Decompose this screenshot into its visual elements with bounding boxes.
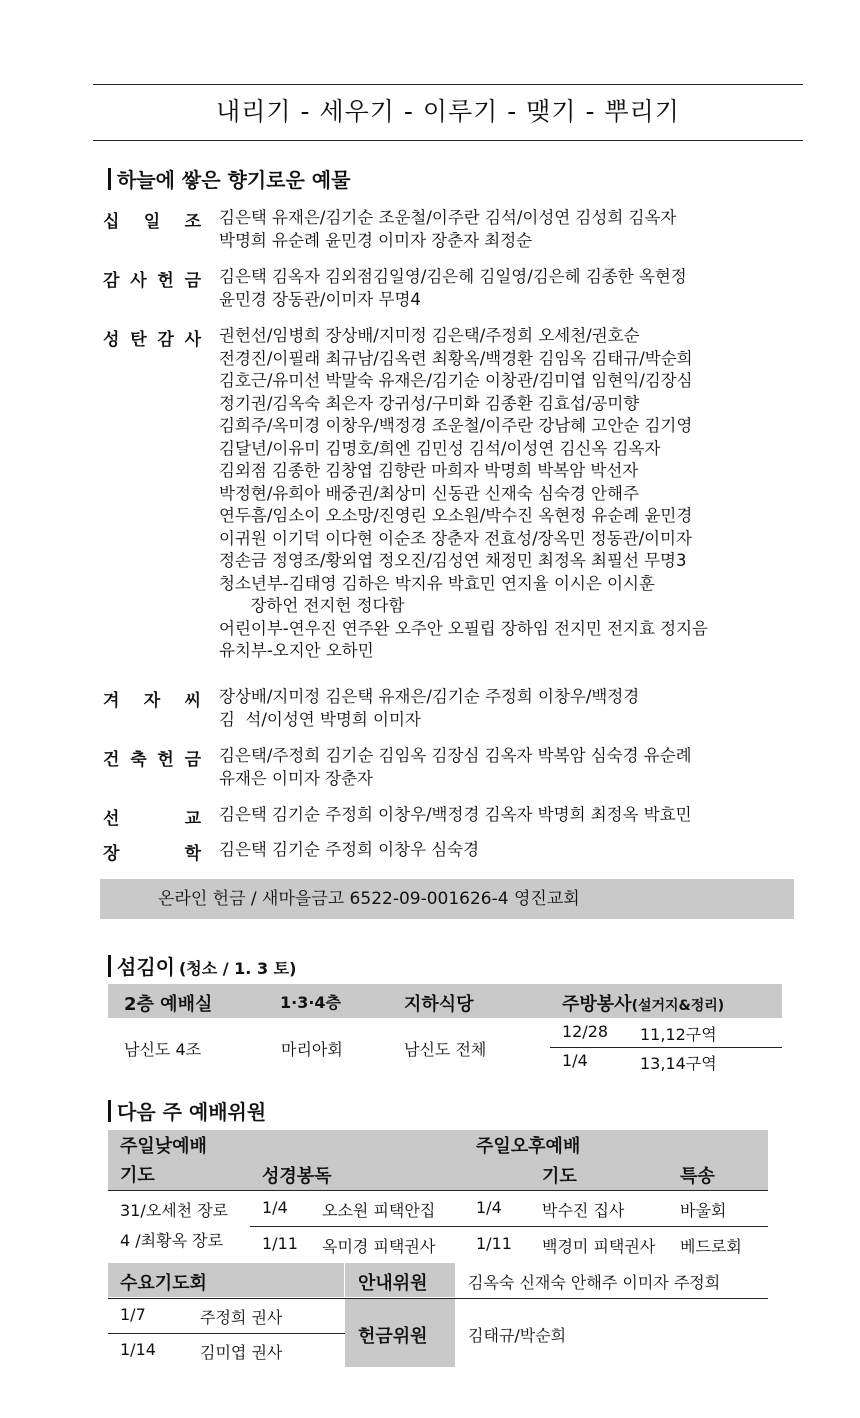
offering-section-title: 하늘에 쌓은 향기로운 예물 <box>108 164 350 193</box>
offering-name-line: 전경진/이필래 최규남/김옥련 최황옥/백경환 김임옥 김태규/박순희 <box>219 348 693 368</box>
wednesday-name-2: 김미엽 권사 <box>200 1343 283 1362</box>
motto: 내리기 - 세우기 - 이루기 - 맺기 - 뿌리기 <box>216 97 680 126</box>
offering-label <box>103 686 201 711</box>
offering-name-line: 장하언 전지헌 정다함 <box>219 596 405 615</box>
offering-label-char: 장 <box>103 844 120 864</box>
offering-name-line: 김달년/이유미 김명호/희엔 김민성 김석/이성연 김신옥 김옥자 <box>219 438 661 458</box>
section-bar <box>108 168 111 190</box>
offering-label-char: 헌 <box>157 750 174 770</box>
offering-name-line: 김호근/유미선 박말숙 유재은/김기순 이창관/김미엽 임현익/김장심 <box>219 371 693 390</box>
service-header-kitchen: 주방봉사(설거지&정리) <box>562 994 725 1015</box>
offering-label <box>103 266 201 291</box>
offering-names <box>219 686 639 731</box>
offering-label <box>103 325 201 350</box>
reader-2: 옥미경 피택권사 <box>322 1237 436 1256</box>
offering-label-char: 학 <box>184 844 201 864</box>
next-week-header-rule <box>108 1190 768 1191</box>
offering-name-line: 박명희 유순례 윤민경 이미자 장춘자 최정순 <box>219 230 533 250</box>
col-prayer2-header: 기도 <box>542 1166 577 1187</box>
next-week-header-bar <box>108 1130 768 1190</box>
afternoon-prayer-1: 박수진 집사 <box>542 1201 625 1220</box>
offering-name-line: 박정현/유희아 배중권/최상미 신동관 신재숙 심숙경 안해주 <box>219 483 639 503</box>
wednesday-name-1: 주정희 권사 <box>200 1308 283 1327</box>
offering-names <box>219 839 479 862</box>
offering-name-line: 김은택 김기순 주정희 이창우 심숙경 <box>219 840 480 859</box>
service-header-134f: 1·3·4층 <box>280 993 342 1012</box>
offering-name-line: 김은택 김기순 주정희 이창우/백정경 김옥자 박명희 최정옥 박효민 <box>219 805 692 824</box>
offering-label-char: 헌 <box>157 271 174 291</box>
offering-name-line: 정손금 정영조/황외엽 정오진/김성연 채정민 최정옥 최필선 무명3 <box>219 551 687 570</box>
offering-label <box>103 745 201 770</box>
offering-name-line: 김은택 김옥자 김외점김일영/김은헤 김일영/김은헤 김종한 옥현정 <box>219 267 687 286</box>
offering-label-char: 탄 <box>130 330 147 350</box>
reader-1: 오소원 피택안집 <box>322 1201 436 1220</box>
kitchen-date-1: 12/28 <box>562 1022 609 1041</box>
reading-date-1: 1/4 <box>262 1198 288 1217</box>
offering-name-line: 어린이부-연우진 연주완 오주안 오필립 장하임 전지민 전지효 정지음 <box>219 618 708 638</box>
kitchen-area-2: 13,14구역 <box>640 1054 717 1073</box>
col-special-header: 특송 <box>680 1166 715 1187</box>
service-header-basement: 지하식당 <box>404 994 474 1015</box>
offering-label-char: 선 <box>103 809 120 829</box>
online-giving-banner: 온라인 헌금 / 새마을금고 6522-09-001626-4 영진교회 <box>100 879 794 919</box>
offering-name-line: 연두흠/임소이 오소망/진영린 오소원/박수진 옥현정 유순례 윤민경 <box>219 506 693 525</box>
offering-label-char: 성 <box>103 330 120 350</box>
afternoon-date-1: 1/4 <box>476 1198 502 1217</box>
kitchen-area-1: 11,12구역 <box>640 1025 717 1044</box>
motto-bottom-rule <box>93 140 803 141</box>
offering-label-char: 십 <box>103 212 120 232</box>
next-week-row-rule <box>250 1226 768 1227</box>
special-2: 베드로회 <box>680 1237 742 1256</box>
offering-names <box>219 804 692 827</box>
offering-committee-names: 김태규/박순희 <box>468 1326 567 1345</box>
offering-label <box>103 804 201 829</box>
wednesday-date-2: 1/14 <box>120 1340 156 1359</box>
col-prayer-header: 기도 <box>120 1165 155 1186</box>
offering-label-char: 축 <box>130 750 147 770</box>
service-value-2f: 남신도 4조 <box>124 1040 202 1059</box>
next-week-section-title: 다음 주 예배위원 <box>108 1096 266 1125</box>
offering-label-char: 감 <box>157 330 174 350</box>
offering-label-char: 금 <box>184 271 201 291</box>
offering-name-line: 김은택/주정희 김기순 김임옥 김장심 김옥자 박복암 심숙경 유순례 <box>219 746 692 765</box>
offering-names <box>219 745 692 790</box>
offering-name-line: 정기권/김옥숙 최은자 강귀성/구미화 김종환 김효섭/공미향 <box>219 393 640 413</box>
offering-label-char: 금 <box>184 750 201 770</box>
offering-name-line: 김외점 김종한 김창엽 김향란 마희자 박명희 박복암 박선자 <box>219 461 639 480</box>
offering-name-line: 김은택 유재은/김기순 조운철/이주란 김석/이성연 김성희 김옥자 <box>219 208 677 227</box>
offering-label-char: 감 <box>103 271 120 291</box>
offering-name-line: 권헌선/임병희 장상배/지미정 김은택/주정희 오세천/권호순 <box>219 326 640 345</box>
sunday-morning-header: 주일낮예배 <box>120 1136 207 1157</box>
offering-names <box>219 207 676 252</box>
prayer-row-1: 31/오세천 장로 <box>120 1201 229 1220</box>
offering-label-char: 건 <box>103 750 120 770</box>
offering-label <box>103 207 201 232</box>
prayer-row-2: 4 /최황옥 장로 <box>120 1231 224 1250</box>
offering-label-char: 씨 <box>184 691 201 711</box>
usher-names: 김옥숙 신재숙 안해주 이미자 주정희 <box>468 1273 721 1292</box>
offering-label-char: 일 <box>143 212 161 232</box>
offering-label-char: 조 <box>184 212 201 232</box>
section-bar <box>108 1100 111 1122</box>
wednesday-row-rule <box>108 1333 345 1334</box>
offering-name-line: 청소년부-김태영 김하은 박지유 박효민 연지율 이시은 이시훈 <box>219 573 655 593</box>
section-bar <box>108 955 111 977</box>
usher-label: 안내위원 <box>358 1273 428 1294</box>
service-value-basement: 남신도 전체 <box>404 1040 487 1059</box>
offering-name-line: 김 석/이성연 박명희 이미자 <box>219 709 421 729</box>
top-rule <box>93 84 803 85</box>
offering-label <box>103 839 201 864</box>
offering-committee-label: 헌금위원 <box>358 1326 428 1347</box>
offering-label-char: 교 <box>184 809 201 829</box>
wednesday-header: 수요기도회 <box>120 1273 207 1294</box>
offering-label-char: 사 <box>184 330 201 350</box>
wednesday-date-1: 1/7 <box>120 1305 146 1324</box>
offering-name-line: 이귀원 이기덕 이다현 이순조 장춘자 전효성/장옥민 정동관/이미자 <box>219 528 692 548</box>
afternoon-date-2: 1/11 <box>476 1234 512 1253</box>
offering-label-char: 겨 <box>103 691 120 711</box>
offering-name-line: 김희주/옥미경 이창우/백정경 조운철/이주란 강남혜 고안순 김기영 <box>219 416 693 435</box>
service-section-title: 섬김이 (청소 / 1. 3 토) <box>108 951 296 980</box>
offering-name-line: 유재은 이미자 장춘자 <box>219 768 373 788</box>
reading-date-2: 1/11 <box>262 1234 298 1253</box>
afternoon-prayer-2: 백경미 피택권사 <box>542 1237 656 1256</box>
col-reading-header: 성경봉독 <box>262 1166 332 1187</box>
offering-name-line: 윤민경 장동관/이미자 무명4 <box>219 289 421 309</box>
sunday-afternoon-header: 주일오후예배 <box>476 1136 581 1157</box>
offering-names <box>219 266 687 311</box>
service-header-2f: 2층 예배실 <box>124 994 213 1015</box>
offering-name-line: 유치부-오지안 오하민 <box>219 641 374 660</box>
kitchen-divider <box>550 1047 782 1048</box>
kitchen-date-2: 1/4 <box>562 1051 588 1070</box>
offering-label-char: 자 <box>143 691 161 711</box>
offering-names <box>219 325 708 663</box>
offering-label-char: 사 <box>130 271 147 291</box>
special-1: 바울회 <box>680 1201 727 1220</box>
offering-name-line: 장상배/지미정 김은택 유재은/김기순 주정희 이창우/백정경 <box>219 687 640 706</box>
service-value-134f: 마리아회 <box>281 1040 343 1059</box>
